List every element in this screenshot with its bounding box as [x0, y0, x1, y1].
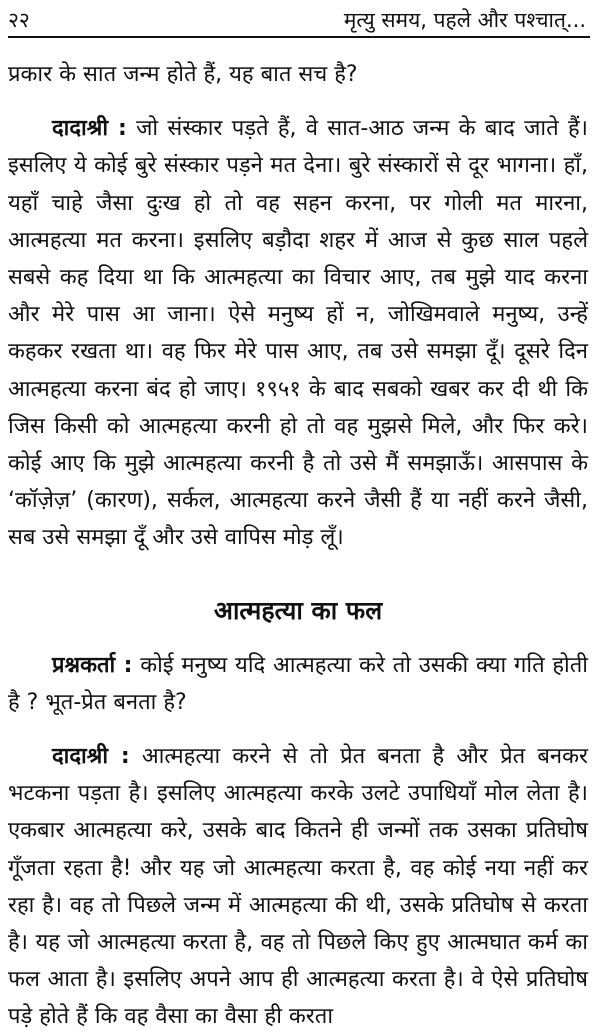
paragraph-text: प्रकार के सात जन्म होते हैं, यह बात सच है? [8, 62, 358, 87]
paragraph-text: आत्महत्या करने से तो प्रेत बनता है और प्रेत बनकर भटकना पड़ता है। इसलिए आत्महत्या करके उलटे उपाधियाँ मोल लेता है। एकबार आत्महत्या करे, उसके बाद कितने ही जन्मों तक उसका प्रतिघोष गूँजता रहता है! और यह जो आत्महत्या करता है, वह कोई नया नहीं कर रहा है। वह तो पिछले जन्म में आत्महत्या की थी, उसके प्रतिघोष से करता है। यह जो आत्महत्या करता है, वह तो पिछले किए हुए आत्मघात कर्म का फल आता है। इसलिए अपने आप ही आत्महत्या करता है। वे ऐसे प्रतिघोष पड़े होते हैं कि वह वैसा का वैसा ही करता [8, 744, 589, 1030]
dialogue-paragraph [8, 647, 588, 721]
speaker-label: दादाश्री : [52, 744, 130, 770]
page-content [4, 38, 590, 1036]
continuation-paragraph [8, 56, 588, 93]
paragraph-text: जो संस्कार पड़ते हैं, वे सात-आठ जन्म के बाद जाते हैं। इसलिए ये कोई बुरे संस्कार पड़ने मत देना। बुरे संस्कारों से दूर भागना। हाँ, यहाँ चाहे जैसा दुःख हो तो वह सहन करना, पर गोली मत मारना, आत्महत्या मत करना। इसलिए बड़ौदा शहर में आज से कुछ साल पहले सबसे कह दिया था कि आत्महत्या का विचार आए, तब मुझे याद करना और मेरे पास आ जाना। ऐसे मनुष्य हों न, जोखिमवाले मनुष्य, उन्हें कहकर रखता था। वह फिर मेरे पास आए, तब उसे समझा दूँ। दूसरे दिन आत्महत्या करना बंद हो जाए। १९५१ के बाद सबको खबर कर दी थी कि जिस किसी को आत्महत्या करनी हो तो वह मुझसे मिले, और फिर करे। कोई आए कि मुझे आत्महत्या करनी है तो उसे मैं समझाऊँ। आसपास के ‘कॉज़ेज़’ (कारण), सर्कल, आत्महत्या करने जैसी हैं या नहीं करने जैसी, सब उसे समझा दूँ और उसे वापिस मोड़ लूँ। [8, 116, 588, 551]
speaker-label: दादाश्री : [52, 116, 127, 142]
speaker-label: प्रश्नकर्ता : [52, 652, 133, 678]
page-number: २२ [8, 8, 30, 32]
paragraph-text: कोई मनुष्य यदि आत्महत्या करे तो उसकी क्या गति होती है ? भूत-प्रेत बनता है? [8, 652, 588, 715]
running-title: मृत्यु समय, पहले और पश्चात्... [343, 8, 586, 32]
dialogue-paragraph [8, 738, 588, 1036]
dialogue-paragraph [8, 110, 588, 556]
page-header [4, 0, 590, 36]
section-heading: आत्महत्या का फल [213, 595, 383, 625]
